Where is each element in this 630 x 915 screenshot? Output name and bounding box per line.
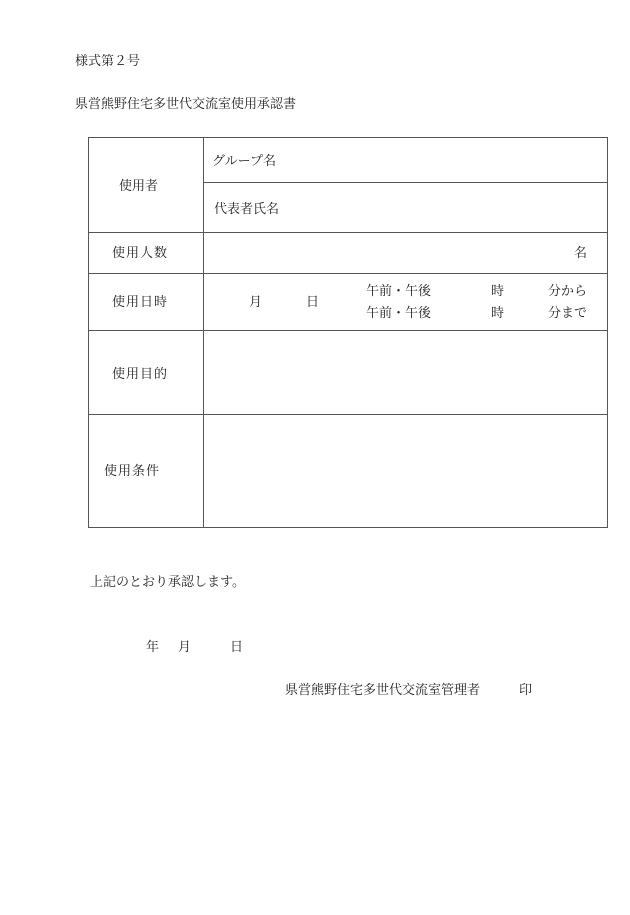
- minute-to: 分まで: [548, 306, 588, 321]
- signer: 県営熊野住宅多世代交流室管理者: [285, 683, 481, 698]
- purpose-label: 使用目的: [112, 367, 169, 382]
- date-month: 月: [178, 640, 192, 655]
- date-year: 年: [146, 640, 160, 655]
- month-label: 月: [249, 295, 263, 310]
- ampm-to: 午前・午後: [366, 306, 432, 321]
- document-title: 県営熊野住宅多世代交流室使用承認書: [75, 97, 297, 112]
- minute-from: 分から: [548, 284, 588, 299]
- approval-text: 上記のとおり承認します。: [90, 575, 245, 590]
- count-label: 使用人数: [112, 246, 169, 261]
- count-unit: 名: [574, 246, 588, 261]
- conditions-label: 使用条件: [104, 464, 161, 479]
- group-name-label: グループ名: [212, 154, 276, 169]
- ampm-from: 午前・午後: [366, 284, 432, 299]
- hour-to: 時: [491, 306, 505, 321]
- form-number: 様式第２号: [75, 54, 141, 69]
- seal-mark: 印: [519, 683, 533, 698]
- representative-label: 代表者氏名: [214, 202, 280, 217]
- date-day: 日: [230, 640, 244, 655]
- user-label: 使用者: [119, 179, 159, 194]
- hour-from: 時: [491, 284, 505, 299]
- day-label: 日: [306, 295, 320, 310]
- datetime-label: 使用日時: [112, 295, 169, 310]
